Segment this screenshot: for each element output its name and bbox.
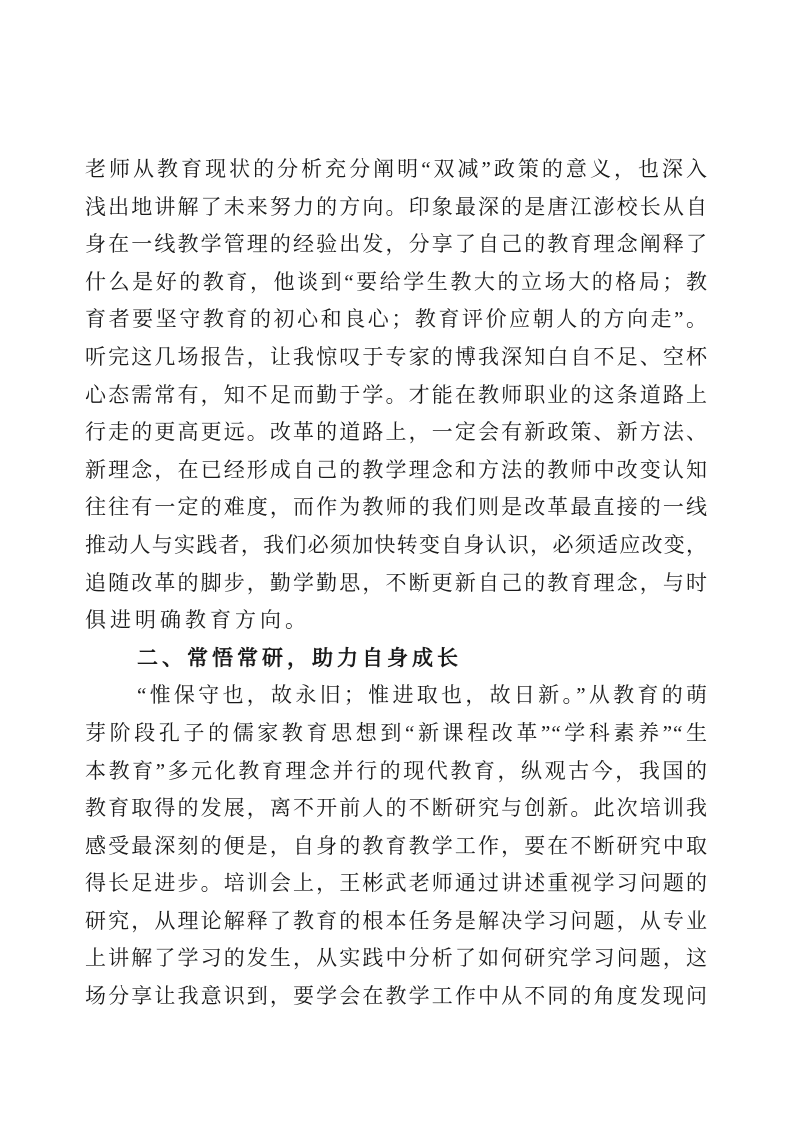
section-heading: 二、常悟常研，助力自身成长 <box>137 645 462 670</box>
text-line: 追随改革的脚步，勤学勤思，不断更新自己的教育理念，与时 <box>85 570 708 595</box>
text-line: 行走的更高更远。改革的道路上，一定会有新政策、新方法、 <box>85 420 708 445</box>
text-line: 老师从教育现状的分析充分阐明“双减”政策的意义，也深入 <box>85 157 708 181</box>
text-line: 场分享让我意识到，要学会在教学工作中从不同的角度发现问 <box>85 984 708 1009</box>
text-line: 感受最深刻的便是，自身的教育教学工作，要在不断研究中取 <box>85 833 708 858</box>
text-line: 芽阶段孔子的儒家教育思想到“新课程改革”“学科素养”“生 <box>85 720 708 745</box>
text-line: “惟保守也，故永旧；惟进取也，故日新。”从教育的萌 <box>137 683 708 708</box>
text-line: 往往有一定的难度，而作为教师的我们则是改革最直接的一线 <box>85 495 708 520</box>
text-line: 俱进明确教育方向。 <box>85 608 310 633</box>
text-line: 得长足进步。培训会上，王彬武老师通过讲述重视学习问题的 <box>85 871 708 896</box>
text-line: 浅出地讲解了未来努力的方向。印象最深的是唐江澎校长从自 <box>85 194 708 219</box>
text-line: 育者要坚守教育的初心和良心；教育评价应朝人的方向走”。 <box>85 307 708 332</box>
text-line: 心态需常有，知不足而勤于学。才能在教师职业的这条道路上 <box>85 382 708 407</box>
text-line: 教育取得的发展，离不开前人的不断研究与创新。此次培训我 <box>85 796 708 821</box>
text-line: 上讲解了学习的发生，从实践中分析了如何研究学习问题，这 <box>85 946 708 971</box>
text-line: 听完这几场报告，让我惊叹于专家的博我深知白自不足、空杯 <box>85 344 708 369</box>
text-line: 本教育”多元化教育理念并行的现代教育，纵观古今，我国的 <box>85 758 708 783</box>
text-line: 推动人与实践者，我们必须加快转变自身认识，必须适应改变， <box>85 532 708 557</box>
text-line: 什么是好的教育，他谈到“要给学生教大的立场大的格局；教 <box>85 269 708 294</box>
text-block <box>85 151 708 1016</box>
text-line: 身在一线教学管理的经验出发，分享了自己的教育理念阐释了 <box>85 232 708 257</box>
text-line: 研究，从理论解释了教育的根本任务是解决学习问题，从专业 <box>85 908 708 933</box>
text-line: 新理念，在已经形成自己的教学理念和方法的教师中改变认知 <box>85 457 708 482</box>
